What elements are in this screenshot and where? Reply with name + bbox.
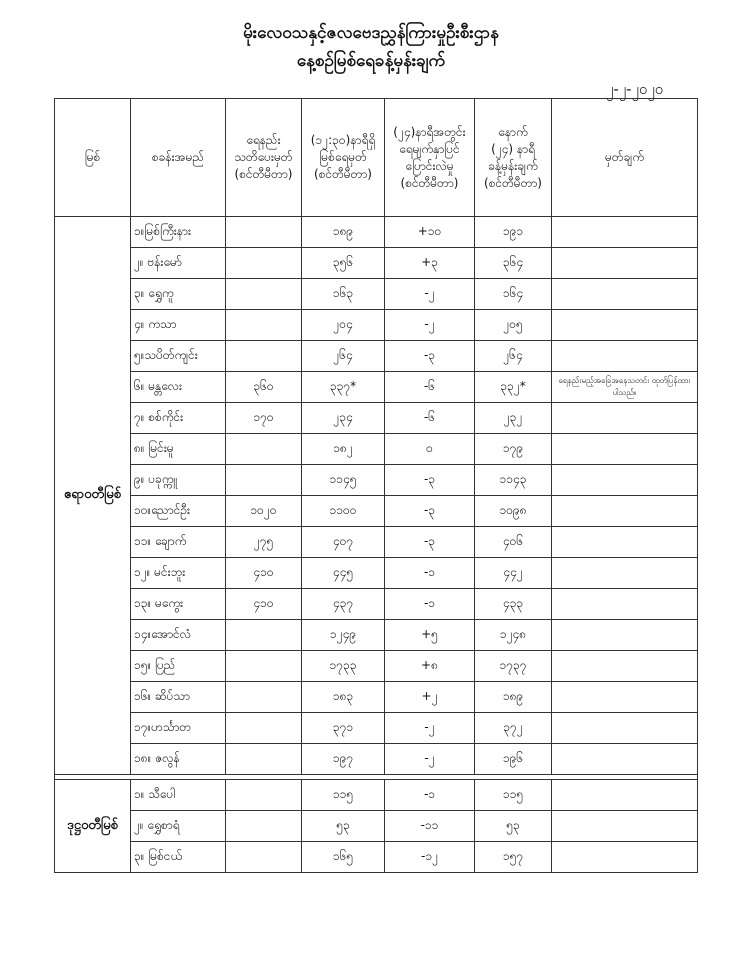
table-row	[55, 620, 698, 651]
header-row	[55, 99, 698, 217]
station-name-cell: ၁၆။ ဆိပ်သာ	[131, 682, 226, 713]
level-change-cell: +၈	[385, 651, 475, 682]
danger-level-cell	[226, 780, 302, 811]
forecast-cell: ၁၇၉	[475, 434, 552, 465]
level-change-cell: -၆	[385, 403, 475, 434]
forecast-cell: ၄၄၂	[475, 558, 552, 589]
station-name-cell: ၂။ ဗန်းမော်	[131, 248, 226, 279]
header-change-line: (စင်တီမီတာ)	[400, 175, 459, 190]
water-level-cell: ၂၃၄	[302, 403, 385, 434]
danger-level-cell	[226, 651, 302, 682]
water-level-cell: ၁၆၅	[302, 842, 385, 873]
header-water-level	[302, 99, 385, 217]
remarks-cell	[552, 341, 698, 372]
table-row	[55, 589, 698, 620]
water-level-cell: ၅၃	[302, 811, 385, 842]
danger-level-cell	[226, 811, 302, 842]
level-change-cell: +၅	[385, 620, 475, 651]
table-row	[55, 341, 698, 372]
header-river: မြစ်	[55, 99, 131, 217]
forecast-cell: ၁၁၄၃	[475, 465, 552, 496]
station-name-cell: ၇။ စစ်ကိုင်း	[131, 403, 226, 434]
remarks-cell	[552, 496, 698, 527]
remarks-cell	[552, 279, 698, 310]
table-row	[55, 310, 698, 341]
table-row	[55, 811, 698, 842]
danger-level-cell	[226, 279, 302, 310]
water-level-cell: ၁၈၉	[302, 217, 385, 248]
level-change-cell: +၃	[385, 248, 475, 279]
forecast-cell: ၁၁၅	[475, 780, 552, 811]
water-level-cell: ၄၄၅	[302, 558, 385, 589]
remarks-cell	[552, 558, 698, 589]
header-level-line: (စင်တီမီတာ)	[314, 167, 372, 181]
danger-level-cell: ၁၇၀	[226, 403, 302, 434]
station-name-cell: ၅။သပိတ်ကျင်း	[131, 341, 226, 372]
station-name-cell: ၁။ သီပေါ	[131, 780, 226, 811]
remarks-cell	[552, 651, 698, 682]
water-level-cell: ၁၉၇	[302, 744, 385, 775]
forecast-cell: ၁၂၄၈	[475, 620, 552, 651]
header-level-line: (၁၂:၃၀)နာရီရှိ	[310, 133, 376, 147]
forecast-cell: ၂၀၅	[475, 310, 552, 341]
remarks-cell	[552, 682, 698, 713]
forecast-cell: ၅၃	[475, 811, 552, 842]
remarks-cell	[552, 310, 698, 341]
table-row	[55, 496, 698, 527]
remarks-cell	[552, 744, 698, 775]
header-change-line: ပြောင်းလဲမှု	[405, 158, 454, 173]
water-level-cell: ၁၆၃	[302, 279, 385, 310]
header-station: စခန်းအမည်	[131, 99, 226, 217]
table-row	[55, 248, 698, 279]
table-row	[55, 527, 698, 558]
level-change-cell: -၂	[385, 310, 475, 341]
water-level-cell: ၂၀၄	[302, 310, 385, 341]
level-change-cell: -၃	[385, 341, 475, 372]
water-level-cell: ၁၈၃	[302, 682, 385, 713]
water-level-cell: ၁၇၃၃	[302, 651, 385, 682]
remarks-cell	[552, 713, 698, 744]
header-danger-line: ရေနည်း	[246, 133, 281, 147]
forecast-cell: ၁၉၆	[475, 744, 552, 775]
danger-level-cell	[226, 713, 302, 744]
level-change-cell: -၂	[385, 713, 475, 744]
danger-level-cell: ၄၁၀	[226, 558, 302, 589]
forecast-cell: ၁၇၃၇	[475, 651, 552, 682]
forecast-cell: ၃၇၂	[475, 713, 552, 744]
remarks-cell: ရေနည်းမည့်အခြေအနေသတင်း ထုတ်ပြန်ထားပါသည်။	[552, 372, 698, 403]
forecast-cell: ၁၉၁	[475, 217, 552, 248]
station-name-cell: ၁၈။ ဇလွန်	[131, 744, 226, 775]
table-row	[55, 217, 698, 248]
level-change-cell: -၃	[385, 527, 475, 558]
danger-level-cell	[226, 842, 302, 873]
station-name-cell: ၆။ မန္တလေး	[131, 372, 226, 403]
water-level-cell: ၁၂၄၉	[302, 620, 385, 651]
table-row	[55, 651, 698, 682]
forecast-cell: ၁၅၇	[475, 842, 552, 873]
station-name-cell: ၂။ ရွှေစာရံ	[131, 811, 226, 842]
station-name-cell: ၃။ မြစ်ငယ်	[131, 842, 226, 873]
river-level-table	[54, 98, 698, 873]
report-date: ၂-၂-၂၀၂၀	[606, 80, 664, 98]
table-row	[55, 434, 698, 465]
water-level-cell: ၁၁၀၀	[302, 496, 385, 527]
station-name-cell: ၁၁။ ချောက်	[131, 527, 226, 558]
header-change-line: ရေမျက်နှာပြင်	[399, 141, 460, 156]
header-danger-line: (စင်တီမီတာ)	[234, 167, 293, 181]
water-level-cell: ၃၅၆	[302, 248, 385, 279]
header-change-line: (၂၄)နာရီအတွင်း	[393, 124, 466, 139]
level-change-cell: -၁၁	[385, 811, 475, 842]
forecast-cell: ၁၆၄	[475, 279, 552, 310]
water-level-cell: ၁၁၄၅	[302, 465, 385, 496]
water-level-cell: ၃၃၇*	[302, 372, 385, 403]
forecast-cell: ၃၃၂*	[475, 372, 552, 403]
remarks-cell	[552, 842, 698, 873]
header-forecast-line: နောက်	[498, 124, 528, 139]
agency-title: မိုးလေဝသနှင့်ဇလဗေဒညွှန်ကြားမှုဦးစီးဌာန	[243, 23, 499, 43]
danger-level-cell: ၄၁၀	[226, 589, 302, 620]
level-change-cell: +၂	[385, 682, 475, 713]
remarks-cell	[552, 780, 698, 811]
header-remarks: မှတ်ချက်	[552, 99, 698, 217]
level-change-cell: -၆	[385, 372, 475, 403]
table-row	[55, 279, 698, 310]
header-forecast-line: (စင်တီမီတာ)	[484, 175, 542, 190]
water-level-cell: ၁၁၅	[302, 780, 385, 811]
river-name-cell: ဧရာဝတီမြစ်	[55, 217, 131, 775]
danger-level-cell	[226, 217, 302, 248]
danger-level-cell	[226, 310, 302, 341]
table-row	[55, 780, 698, 811]
station-name-cell: ၁၂။ မင်းဘူး	[131, 558, 226, 589]
remarks-cell	[552, 434, 698, 465]
remarks-cell	[552, 465, 698, 496]
forecast-cell: ၂၃၂	[475, 403, 552, 434]
table-row	[55, 403, 698, 434]
remarks-cell	[552, 527, 698, 558]
station-name-cell: ၁၄။အောင်လံ	[131, 620, 226, 651]
header-forecast	[475, 99, 552, 217]
station-name-cell: ၃။ ရွှေကူ	[131, 279, 226, 310]
danger-level-cell: ၁၀၂၀	[226, 496, 302, 527]
level-change-cell: -၁	[385, 780, 475, 811]
level-change-cell: -၃	[385, 465, 475, 496]
forecast-cell: ၂၆၄	[475, 341, 552, 372]
table-row	[55, 744, 698, 775]
remarks-cell	[552, 620, 698, 651]
table-row	[55, 713, 698, 744]
water-level-cell: ၄၀၇	[302, 527, 385, 558]
level-change-cell: ၀	[385, 434, 475, 465]
danger-level-cell	[226, 434, 302, 465]
table-row	[55, 682, 698, 713]
remarks-cell	[552, 217, 698, 248]
danger-level-cell: ၂၇၅	[226, 527, 302, 558]
table-row	[55, 558, 698, 589]
header-forecast-line: ခန့်မှန်းချက်	[488, 158, 538, 173]
danger-level-cell: ၃၆၀	[226, 372, 302, 403]
forecast-cell: ၃၆၄	[475, 248, 552, 279]
level-change-cell: +၁၀	[385, 217, 475, 248]
danger-level-cell	[226, 744, 302, 775]
header-danger-line: သတိပေးမှတ်	[234, 150, 293, 164]
table-row	[55, 465, 698, 496]
station-name-cell: ၄။ ကသာ	[131, 310, 226, 341]
danger-level-cell	[226, 620, 302, 651]
header-forecast-line: (၂၄) နာရီ	[491, 141, 535, 156]
station-name-cell: ၁။မြစ်ကြီးနား	[131, 217, 226, 248]
header-level-line: မြစ်ရေမှတ်	[319, 150, 367, 164]
forecast-cell: ၁၈၉	[475, 682, 552, 713]
station-name-cell: ၁၀။ညောင်ဦး	[131, 496, 226, 527]
remarks-cell	[552, 589, 698, 620]
danger-level-cell	[226, 465, 302, 496]
forecast-cell: ၁၀၉၈	[475, 496, 552, 527]
forecast-cell: ၄၃၃	[475, 589, 552, 620]
level-change-cell: -၂	[385, 744, 475, 775]
header-danger-level	[226, 99, 302, 217]
level-change-cell: -၁၂	[385, 842, 475, 873]
remarks-cell	[552, 248, 698, 279]
header-change	[385, 99, 475, 217]
level-change-cell: -၁	[385, 589, 475, 620]
danger-level-cell	[226, 248, 302, 279]
table-row	[55, 372, 698, 403]
level-change-cell: -၃	[385, 496, 475, 527]
forecast-cell: ၄၀၆	[475, 527, 552, 558]
station-name-cell: ၉။ ပခုက္ကူ	[131, 465, 226, 496]
table-row	[55, 842, 698, 873]
station-name-cell: ၁၃။ မကွေး	[131, 589, 226, 620]
station-name-cell: ၁၅။ ပြည်	[131, 651, 226, 682]
water-level-cell: ၁၈၂	[302, 434, 385, 465]
river-name-cell: ဒုဋ္ဌဝတီမြစ်	[55, 780, 131, 873]
remarks-cell	[552, 403, 698, 434]
level-change-cell: -၂	[385, 279, 475, 310]
water-level-cell: ၄၃၇	[302, 589, 385, 620]
level-change-cell: -၁	[385, 558, 475, 589]
water-level-cell: ၂၆၄	[302, 341, 385, 372]
danger-level-cell	[226, 341, 302, 372]
report-title: နေ့စဉ်မြစ်ရေခန့်မှန်းချက်	[296, 51, 446, 71]
station-name-cell: ၈။ မြင်းမူ	[131, 434, 226, 465]
remarks-cell	[552, 811, 698, 842]
water-level-cell: ၃၇၁	[302, 713, 385, 744]
station-name-cell: ၁၇။ဟင်္သာတ	[131, 713, 226, 744]
danger-level-cell	[226, 682, 302, 713]
